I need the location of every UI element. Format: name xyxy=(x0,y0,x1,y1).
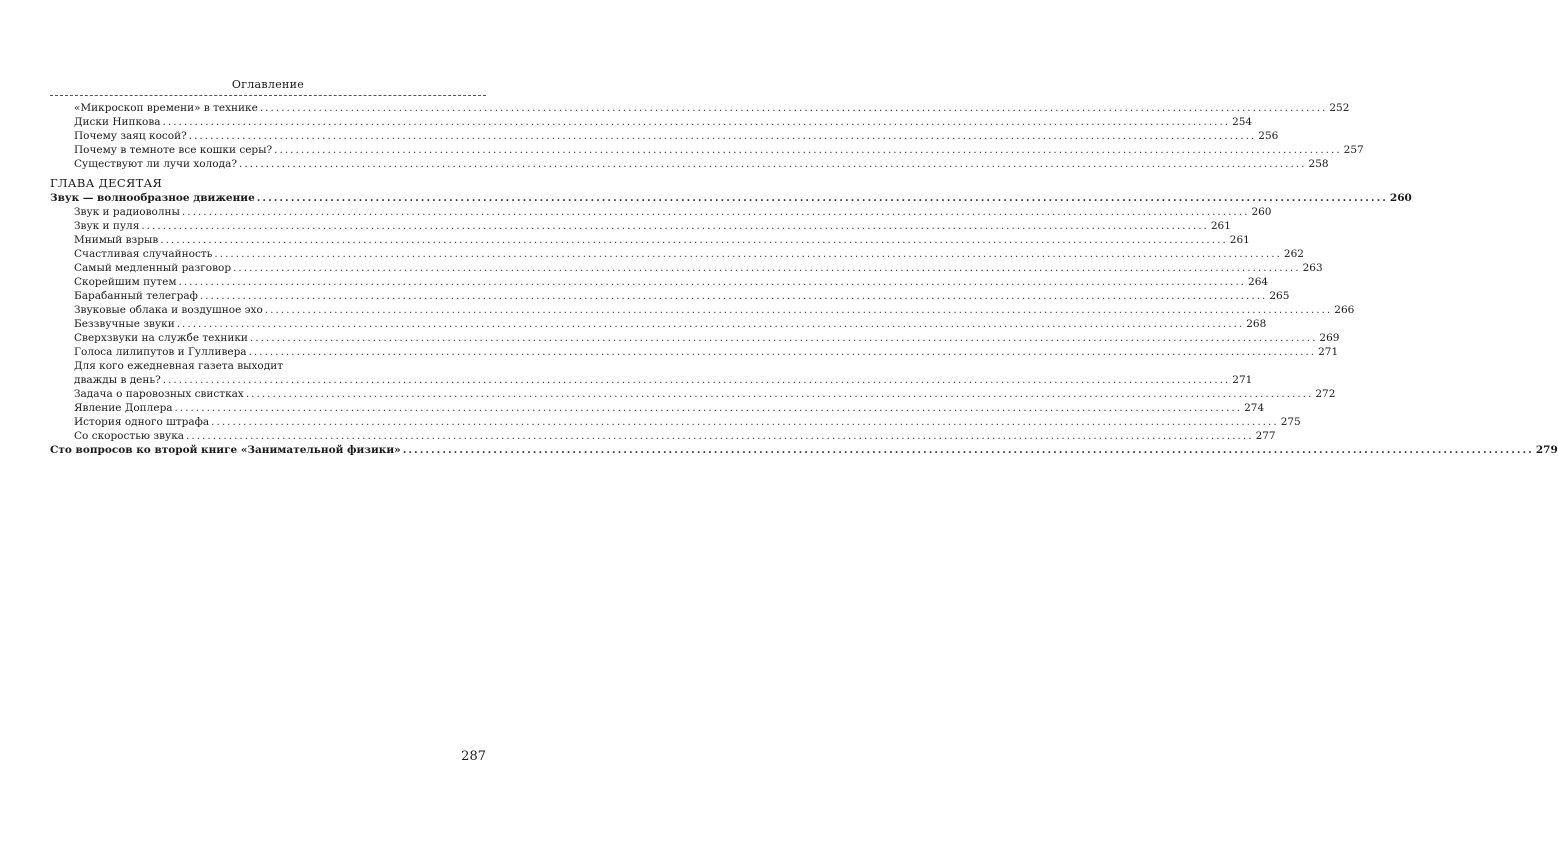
leader-dots: ........................................................................................................................................................................................................ xyxy=(211,416,1279,428)
toc-entry[interactable] xyxy=(50,129,1279,143)
toc-entry[interactable] xyxy=(50,101,1350,115)
toc-entry[interactable] xyxy=(50,233,1250,247)
leader-dots: ........................................................................................................................................................................................................ xyxy=(162,116,1231,128)
toc-entry-page: 268 xyxy=(1246,318,1267,330)
toc-entry-page: 262 xyxy=(1283,248,1304,260)
toc-chapter-tail-section xyxy=(50,387,1336,443)
toc-entry[interactable] xyxy=(50,157,1329,171)
toc-entry-page: 266 xyxy=(1334,304,1355,316)
leader-dots: ........................................................................................................................................................................................................ xyxy=(141,220,1209,232)
toc-entry[interactable] xyxy=(50,317,1267,331)
toc-entry[interactable] xyxy=(50,415,1301,429)
table-of-contents xyxy=(50,101,1558,457)
header-divider xyxy=(50,95,486,96)
chapter-heading: ГЛАВА ДЕСЯТАЯ xyxy=(50,176,163,190)
toc-entry[interactable] xyxy=(50,261,1323,275)
leader-dots: ........................................................................................................................................................................................................ xyxy=(178,276,1247,288)
leader-dots: ........................................................................................................................................................................................................ xyxy=(176,318,1245,330)
toc-entry-page: 260 xyxy=(1389,192,1412,204)
toc-entry[interactable] xyxy=(50,219,1231,233)
toc-entry-title: Звук и радиоволны xyxy=(74,206,180,218)
leader-dots: ........................................................................................................................................................................................................ xyxy=(402,444,1534,456)
toc-entry-title: Голоса лилипутов и Гулливера xyxy=(74,346,247,358)
toc-entry[interactable] xyxy=(50,115,1253,129)
toc-entry-page: 277 xyxy=(1255,430,1276,442)
running-header: Оглавление xyxy=(231,78,305,91)
toc-top-section xyxy=(50,101,1364,171)
toc-entry-title: Звук — волнообразное движение xyxy=(50,192,255,204)
toc-entry[interactable] xyxy=(50,331,1340,345)
toc-entry-title: Звук и пуля xyxy=(74,220,140,232)
toc-entry-title: «Микроскоп времени» в технике xyxy=(74,102,258,114)
leader-dots: ........................................................................................................................................................................................................ xyxy=(233,262,1301,274)
toc-entry-title: Барабанный телеграф xyxy=(74,290,198,302)
toc-entry-page: 265 xyxy=(1269,290,1290,302)
toc-entry[interactable] xyxy=(50,247,1304,261)
leader-dots: ........................................................................................................................................................................................................ xyxy=(186,430,1254,442)
toc-entry-page: 258 xyxy=(1308,158,1329,170)
toc-entry-page: 279 xyxy=(1535,444,1558,456)
toc-entry-title: Задача о паровозных свистках xyxy=(74,388,244,400)
leader-dots: ........................................................................................................................................................................................................ xyxy=(274,144,1342,156)
toc-entry-title: Самый медленный разговор xyxy=(74,262,232,274)
toc-entry-title: Сто вопросов ко второй книге «Занимательной физики» xyxy=(50,444,401,456)
leader-dots: ........................................................................................................................................................................................................ xyxy=(199,290,1268,302)
leader-dots: ........................................................................................................................................................................................................ xyxy=(160,234,1228,246)
toc-entry-wrapped[interactable] xyxy=(50,359,1253,387)
leader-dots: ........................................................................................................................................................................................................ xyxy=(181,206,1250,218)
toc-entry-page: 264 xyxy=(1248,276,1269,288)
toc-entry-title: Счастливая случайность xyxy=(74,248,213,260)
leader-dots: ........................................................................................................................................................................................................ xyxy=(214,248,1282,260)
toc-entry-title: Скорейшим путем xyxy=(74,276,177,288)
toc-entry-page: 261 xyxy=(1229,234,1250,246)
toc-entry[interactable] xyxy=(50,143,1364,157)
leader-dots: ........................................................................................................................................................................................................ xyxy=(238,158,1307,170)
toc-entry-title: Сверхзвуки на службе техники xyxy=(74,332,248,344)
toc-entry-page: 275 xyxy=(1280,416,1301,428)
leader-dots: ........................................................................................................................................................................................................ xyxy=(245,388,1314,400)
toc-entry-page: 274 xyxy=(1244,402,1265,414)
toc-entry-page: 271 xyxy=(1232,374,1253,386)
leader-dots: ........................................................................................................................................................................................................ xyxy=(259,102,1328,114)
leader-dots: ........................................................................................................................................................................................................ xyxy=(249,332,1318,344)
toc-entry-title-line1: Для кого ежедневная газета выходит xyxy=(74,360,284,372)
toc-entry[interactable] xyxy=(50,387,1336,401)
toc-entry-page: 263 xyxy=(1302,262,1323,274)
toc-entry-title: Почему заяц косой? xyxy=(74,130,187,142)
toc-entry-page: 271 xyxy=(1318,346,1339,358)
toc-entry-title: Существуют ли лучи холода? xyxy=(74,158,237,170)
leader-dots: ........................................................................................................................................................................................................ xyxy=(174,402,1243,414)
leader-dots: ........................................................................................................................................................................................................ xyxy=(264,304,1333,316)
page-number: 287 xyxy=(461,749,486,764)
toc-entry-title-line2: дважды в день? xyxy=(74,374,161,386)
leader-dots: ........................................................................................................................................................................................................ xyxy=(162,374,1231,386)
toc-entry[interactable] xyxy=(50,429,1276,443)
toc-entry-page: 256 xyxy=(1258,130,1279,142)
toc-entry-page: 252 xyxy=(1329,102,1350,114)
toc-entry-page: 261 xyxy=(1210,220,1231,232)
toc-entry-title: Звуковые облака и воздушное эхо xyxy=(74,304,263,316)
toc-entry-page: 260 xyxy=(1251,206,1272,218)
toc-entry-page: 272 xyxy=(1315,388,1336,400)
toc-entry-title: Явление Доплера xyxy=(74,402,173,414)
toc-entry-title: Беззвучные звуки xyxy=(74,318,175,330)
toc-entry[interactable] xyxy=(50,401,1265,415)
toc-entry[interactable] xyxy=(50,205,1272,219)
toc-entry-title: Со скоростью звука xyxy=(74,430,185,442)
toc-entry-chapter-title[interactable] xyxy=(50,191,1412,205)
toc-entry[interactable] xyxy=(50,275,1269,289)
toc-entry-page: 257 xyxy=(1343,144,1364,156)
leader-dots: ........................................................................................................................................................................................................ xyxy=(248,346,1317,358)
toc-entry-page: 254 xyxy=(1232,116,1253,128)
leader-dots: ........................................................................................................................................................................................................ xyxy=(256,192,1388,204)
toc-chapter-section xyxy=(50,205,1355,359)
toc-entry-closing[interactable] xyxy=(50,443,1558,457)
toc-entry-title: Мнимый взрыв xyxy=(74,234,159,246)
toc-entry-title: История одного штрафа xyxy=(74,416,210,428)
toc-entry[interactable] xyxy=(50,303,1355,317)
toc-entry-title: Почему в темноте все кошки серы? xyxy=(74,144,273,156)
toc-entry-title: Диски Нипкова xyxy=(74,116,161,128)
toc-entry-page: 269 xyxy=(1319,332,1340,344)
toc-entry[interactable] xyxy=(50,345,1339,359)
leader-dots: ........................................................................................................................................................................................................ xyxy=(188,130,1257,142)
toc-entry[interactable] xyxy=(50,289,1290,303)
